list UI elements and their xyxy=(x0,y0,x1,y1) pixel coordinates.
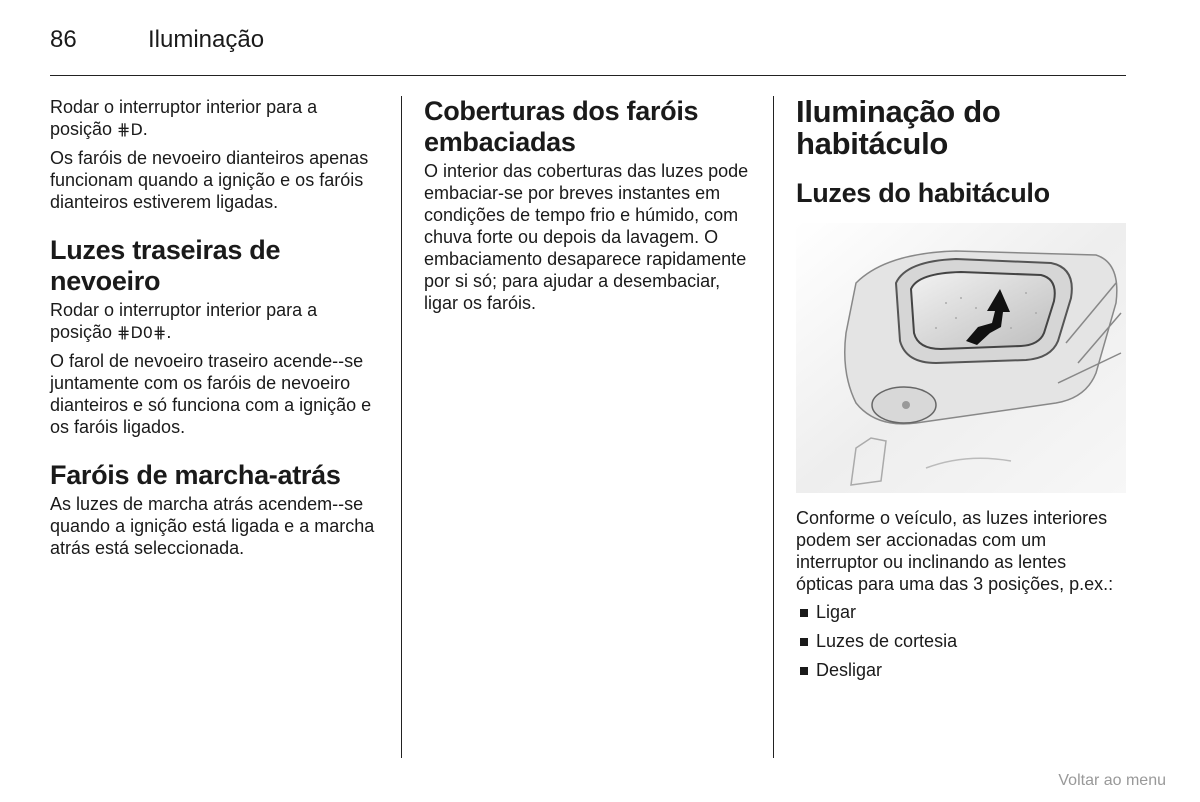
bullet-icon xyxy=(800,609,808,617)
heading-interior-lights: Luzes do habitáculo xyxy=(796,178,1050,208)
paragraph-rear-fog-switch: Rodar o interruptor interior para a posição ⋕D0⋕. xyxy=(50,300,318,342)
dome-light-drawing xyxy=(796,223,1126,493)
column-1 xyxy=(50,96,380,565)
page-header xyxy=(50,26,1125,58)
list-item: Luzes de cortesia xyxy=(796,630,1126,652)
header-divider xyxy=(50,75,1126,76)
rear-fog-symbol: ⋕D0⋕ xyxy=(117,323,167,342)
heading-reverse-lights: Faróis de marcha-atrás xyxy=(50,460,341,490)
column-divider-1 xyxy=(401,96,402,758)
interior-light-positions xyxy=(796,601,1126,681)
paragraph-front-fog-switch: Rodar o interruptor interior para a posição ⋕D. xyxy=(50,97,318,139)
column-3 xyxy=(796,96,1126,688)
list-item: Ligar xyxy=(796,601,1126,623)
interior-light-illustration xyxy=(796,223,1126,493)
bullet-icon xyxy=(800,667,808,675)
page-title: Iluminação xyxy=(148,26,265,53)
back-to-menu-link[interactable]: Voltar ao menu xyxy=(1058,772,1166,789)
heading-rear-fog: Luzes traseiras de nevoeiro xyxy=(50,235,281,296)
heading-interior-lighting: Iluminação do habitáculo xyxy=(796,94,1001,161)
paragraph-rear-fog-info: O farol de nevoeiro traseiro acende--se juntamente com os faróis de nevoeiro dianteiros e só funciona com a ignição e os faróis ligados. xyxy=(50,351,372,437)
bullet-icon xyxy=(800,638,808,646)
paragraph-front-fog-info: Os faróis de nevoeiro dianteiros apenas funcionam quando a ignição e os faróis dianteiros estiverem ligadas. xyxy=(50,148,369,212)
list-item: Desligar xyxy=(796,659,1126,681)
heading-misted-covers: Coberturas dos faróis embaciadas xyxy=(424,96,699,157)
page-number: 86 xyxy=(50,26,77,53)
paragraph-interior-lights: Conforme o veículo, as luzes interiores podem ser accionadas com um interruptor ou inclinando as lentes ópticas para uma das 3 posições, p.ex.: xyxy=(796,508,1114,594)
paragraph-reverse-lights: As luzes de marcha atrás acendem--se quando a ignição está ligada e a marcha atrás está seleccionada. xyxy=(50,494,375,558)
column-2 xyxy=(424,96,754,320)
column-divider-2 xyxy=(773,96,774,758)
paragraph-misted-covers: O interior das coberturas das luzes pode embaciar-se por breves instantes em condições de tempo frio e húmido, com chuva forte ou depois da lavagem. O embaciamento desaparece rapidamente por si só; para ajudar a desembaciar, ligar os faróis. xyxy=(424,161,749,313)
front-fog-symbol: ⋕D xyxy=(117,120,143,139)
